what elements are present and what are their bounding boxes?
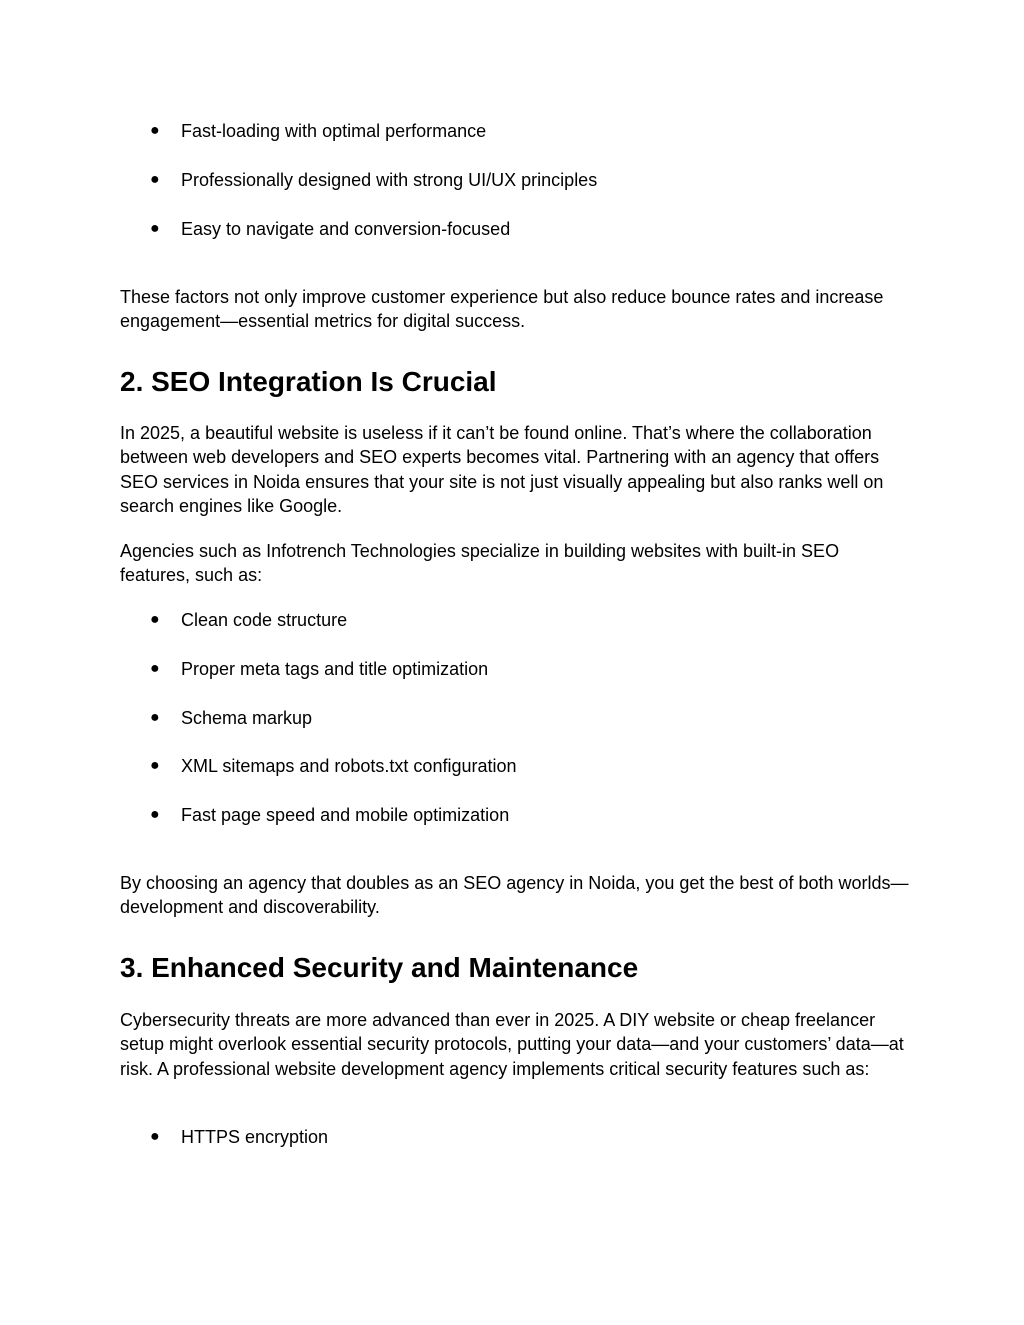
list-item-text: HTTPS encryption xyxy=(181,1127,329,1147)
list-item-text: Fast-loading with optimal performance xyxy=(181,121,487,141)
bullet-icon: ● xyxy=(150,170,160,188)
bullet-icon: ● xyxy=(150,219,160,237)
bullet-icon: ● xyxy=(150,611,160,628)
list-item-text: Schema markup xyxy=(181,707,313,728)
bullet-icon: ● xyxy=(150,806,160,824)
bullet-icon: ● xyxy=(150,708,160,726)
list-item-text: XML sitemaps and robots.txt configuration xyxy=(181,756,517,777)
bullet-icon: ● xyxy=(150,122,160,139)
bullet-icon: ● xyxy=(150,757,160,775)
list-item-text: Fast page speed and mobile optimization xyxy=(181,805,510,826)
bullet-icon: ● xyxy=(150,659,160,677)
section-2-paragraph-3: By choosing an agency that doubles as an SEO agency in Noida, you get the best of both worlds—development and discoverability. xyxy=(120,873,909,918)
list-item-text: Clean code structure xyxy=(181,610,348,630)
list-item-text: Easy to navigate and conversion-focused xyxy=(181,218,511,239)
bullet-icon: ● xyxy=(150,1128,160,1145)
section-2-paragraph-2: Agencies such as Infotrench Technologies specialize in building websites with built-in SEO features, such as: xyxy=(120,541,840,586)
section-2-heading: 2. SEO Integration Is Crucial xyxy=(120,366,497,397)
list-item-text: Professionally designed with strong UI/UX principles xyxy=(181,169,598,190)
section-3-heading: 3. Enhanced Security and Maintenance xyxy=(120,952,639,983)
factors-paragraph: These factors not only improve customer experience but also reduce bounce rates and increase engagement—essential metrics for digital success. xyxy=(120,287,884,332)
section-3-paragraph-1: Cybersecurity threats are more advanced than ever in 2025. A DIY website or cheap freelancer setup might overlook essential security protocols, putting your data—and your customers’ data—at risk. A professional website development agency implements critical security features such as: xyxy=(120,1010,904,1079)
list-item-text: Proper meta tags and title optimization xyxy=(181,658,489,679)
section-2-paragraph-1: In 2025, a beautiful website is useless if it can’t be found online. That’s where the collaboration between web developers and SEO experts becomes vital. Partnering with an agency that offers SEO services in Noida ensures that your site is not just visually appealing but also ranks well on search engines like Google. xyxy=(120,423,884,517)
